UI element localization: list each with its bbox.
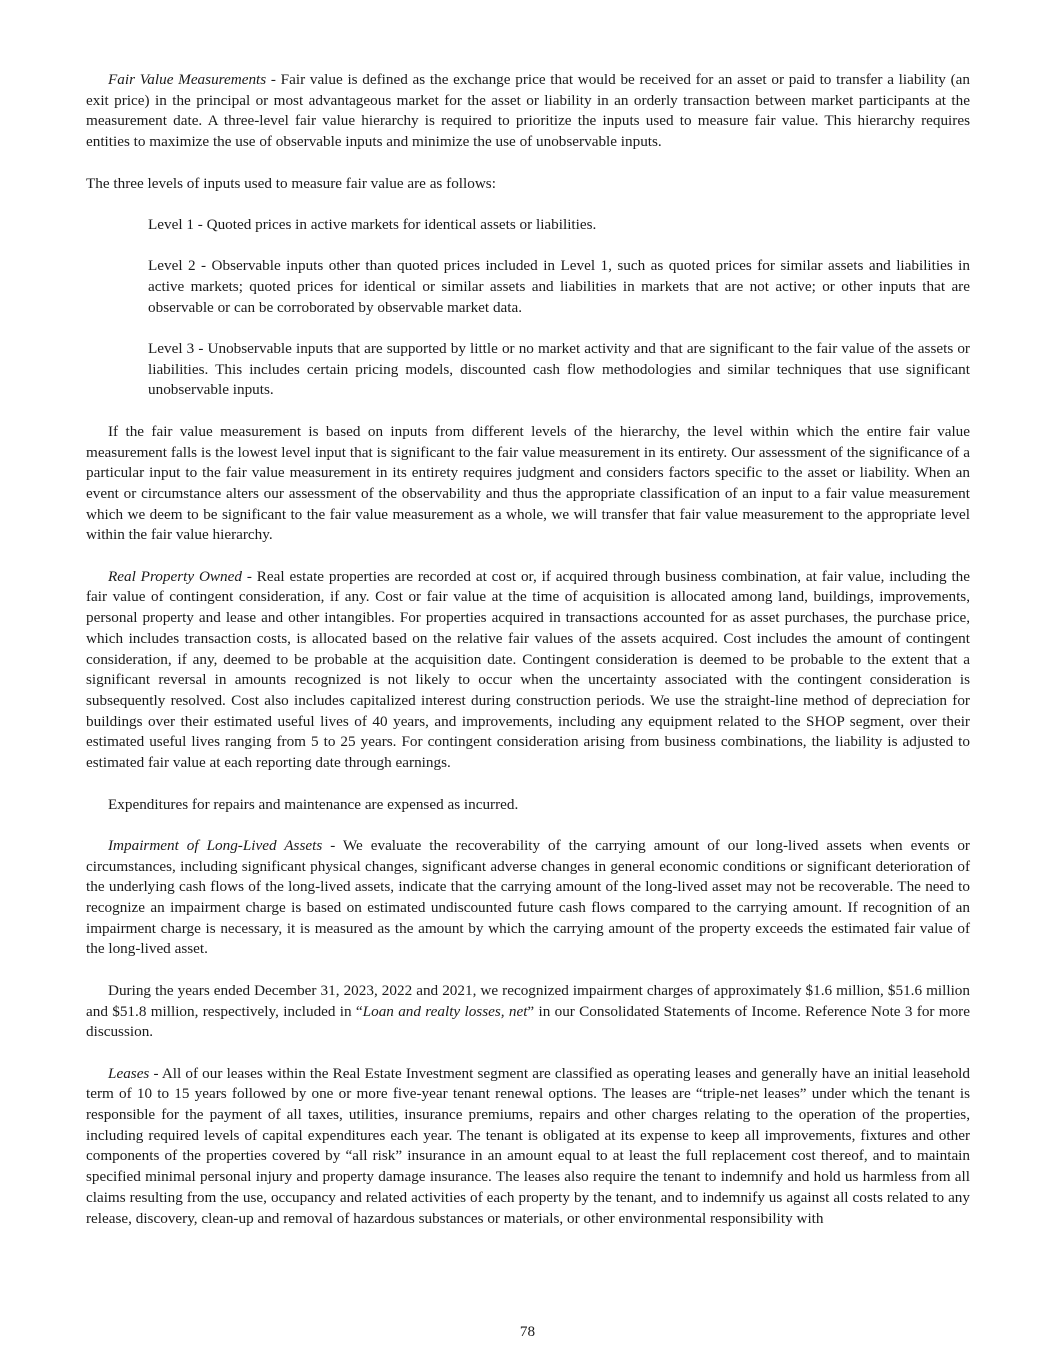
levels-intro: The three levels of inputs used to measure fair value are as follows:	[86, 174, 496, 192]
fair-value-heading: Fair Value Measurements	[108, 71, 267, 88]
level-1-item: Level 1 - Quoted prices in active markets for identical assets or liabilities.	[148, 215, 597, 233]
level-2-item: Level 2 - Observable inputs other than quoted prices included in Level 1, such as quoted prices for similar assets and liabilities in active markets; quoted prices for identical or similar assets and liabilities in markets that are not active; or other inputs that are observable or can be corroborated by observable market data.	[148, 257, 970, 316]
real-property-heading: Real Property Owned	[108, 567, 242, 585]
repairs-paragraph: Expenditures for repairs and maintenance are expensed as incurred.	[108, 795, 519, 813]
impairment-charges-line-item: Loan and realty losses, net	[362, 1002, 528, 1020]
real-property-text: - Real estate properties are recorded at cost or, if acquired through business combination, at fair value, including the fair value of contingent consideration, if any. Cost or fair value at the time of acquisition is allocated among land, buildings, improvements, personal property and lease and other intangibles. For properties acquired in transactions accounted for as asset purchases, the purchase price, which includes transaction costs, is allocated based on the relative fair values of the assets acquired. Cost includes the amount of contingent consideration, if any, deemed to be probable at the acquisition date. Contingent consideration is deemed to be probable to the extent that a significant reversal in amounts recognized is not likely to occur when the uncertainty associated with the contingent consideration is subsequently resolved. Cost also includes capitalized interest during construction periods. We use the straight-line method of depreciation for buildings over their estimated useful lives of 40 years, and improvements, including any equipment related to the SHOP segment, over their estimated useful lives ranging from 5 to 25 years. For contingent consideration arising from business combinations, the liability is adjusted to estimated fair value at each reporting date through earnings.	[86, 567, 970, 772]
impairment-paragraph	[86, 836, 970, 960]
page-number: 78	[519, 1323, 536, 1340]
real-property-paragraph	[86, 567, 970, 774]
leases-paragraph	[86, 1064, 970, 1230]
impairment-heading: Impairment of Long-Lived Assets	[108, 836, 323, 854]
document-page	[86, 70, 970, 1229]
impairment-charges-text-before: During the years ended December 31, 2023, 2022 and 2021, we recognized impairment charges of approximately $1.6 million, $51.6 million and $51.8 million, respectively, included in “	[86, 981, 970, 1020]
leases-heading: Leases	[108, 1064, 150, 1082]
hierarchy-paragraph: If the fair value measurement is based on inputs from different levels of the hierarchy, the level within which the entire fair value measurement falls is the lowest level input that is significant to the fair value measurement in its entirety. Our assessment of the significance of a particular input to the fair value measurement in its entirety requires judgment and considers factors specific to the asset or liability. When an event or circumstance alters our assessment of the observability and thus the appropriate classification of an input to a fair value measurement which we deem to be significant to the fair value measurement as a whole, we will transfer that fair value measurement to the appropriate level within the fair value hierarchy.	[86, 422, 970, 544]
fair-value-paragraph	[86, 70, 970, 153]
leases-text: - All of our leases within the Real Estate Investment segment are classified as operating leases and generally have an initial leasehold term of 10 to 15 years followed by one or more five-year tenant renewal options. The leases are “triple-net leases” under which the tenant is responsible for the payment of all taxes, utilities, insurance premiums, repairs and other charges relating to the operation of the properties, including required levels of capital expenditures each year. The tenant is obligated at its expense to keep all improvements, fixtures and other components of the properties covered by “all risk” insurance in an amount equal to at least the full replacement cost thereof, and to maintain specified minimal personal injury and property damage insurance. The leases also require the tenant to indemnify and hold us harmless from all claims resulting from the use, occupancy and related activities of each property by the tenant, and to indemnify us against all costs related to any release, discovery, clean-up and removal of hazardous substances or materials, or other environmental responsibility with	[86, 1064, 970, 1227]
impairment-charges-paragraph	[86, 981, 970, 1043]
impairment-charges-text-after: ” in our Consolidated Statements of Income. Reference Note 3 for more discussion.	[86, 1002, 970, 1041]
fair-value-text: - Fair value is defined as the exchange price that would be received for an asset or paid to transfer a liability (an exit price) in the principal or most advantageous market for the asset or liability in an orderly transaction between market participants at the measurement date. A three-level fair value hierarchy is required to prioritize the inputs used to measure fair value. This hierarchy requires entities to maximize the use of observable inputs and minimize the use of unobservable inputs.	[86, 71, 970, 151]
level-3-item: Level 3 - Unobservable inputs that are supported by little or no market activity and that are significant to the fair value of the assets or liabilities. This includes certain pricing models, discounted cash flow methodologies and similar techniques that use significant unobservable inputs.	[148, 340, 970, 399]
impairment-text: - We evaluate the recoverability of the carrying amount of our long-lived assets when events or circumstances, including significant physical changes, significant adverse changes in general economic conditions or significant deterioration of the underlying cash flows of the long-lived assets, indicate that the carrying amount of the long-lived asset may not be recoverable. The need to recognize an impairment charge is based on estimated undiscounted future cash flows compared to the carrying amount. If recognition of an impairment charge is necessary, it is measured as the amount by which the carrying amount of the property exceeds the estimated fair value of the long-lived asset.	[86, 836, 970, 958]
